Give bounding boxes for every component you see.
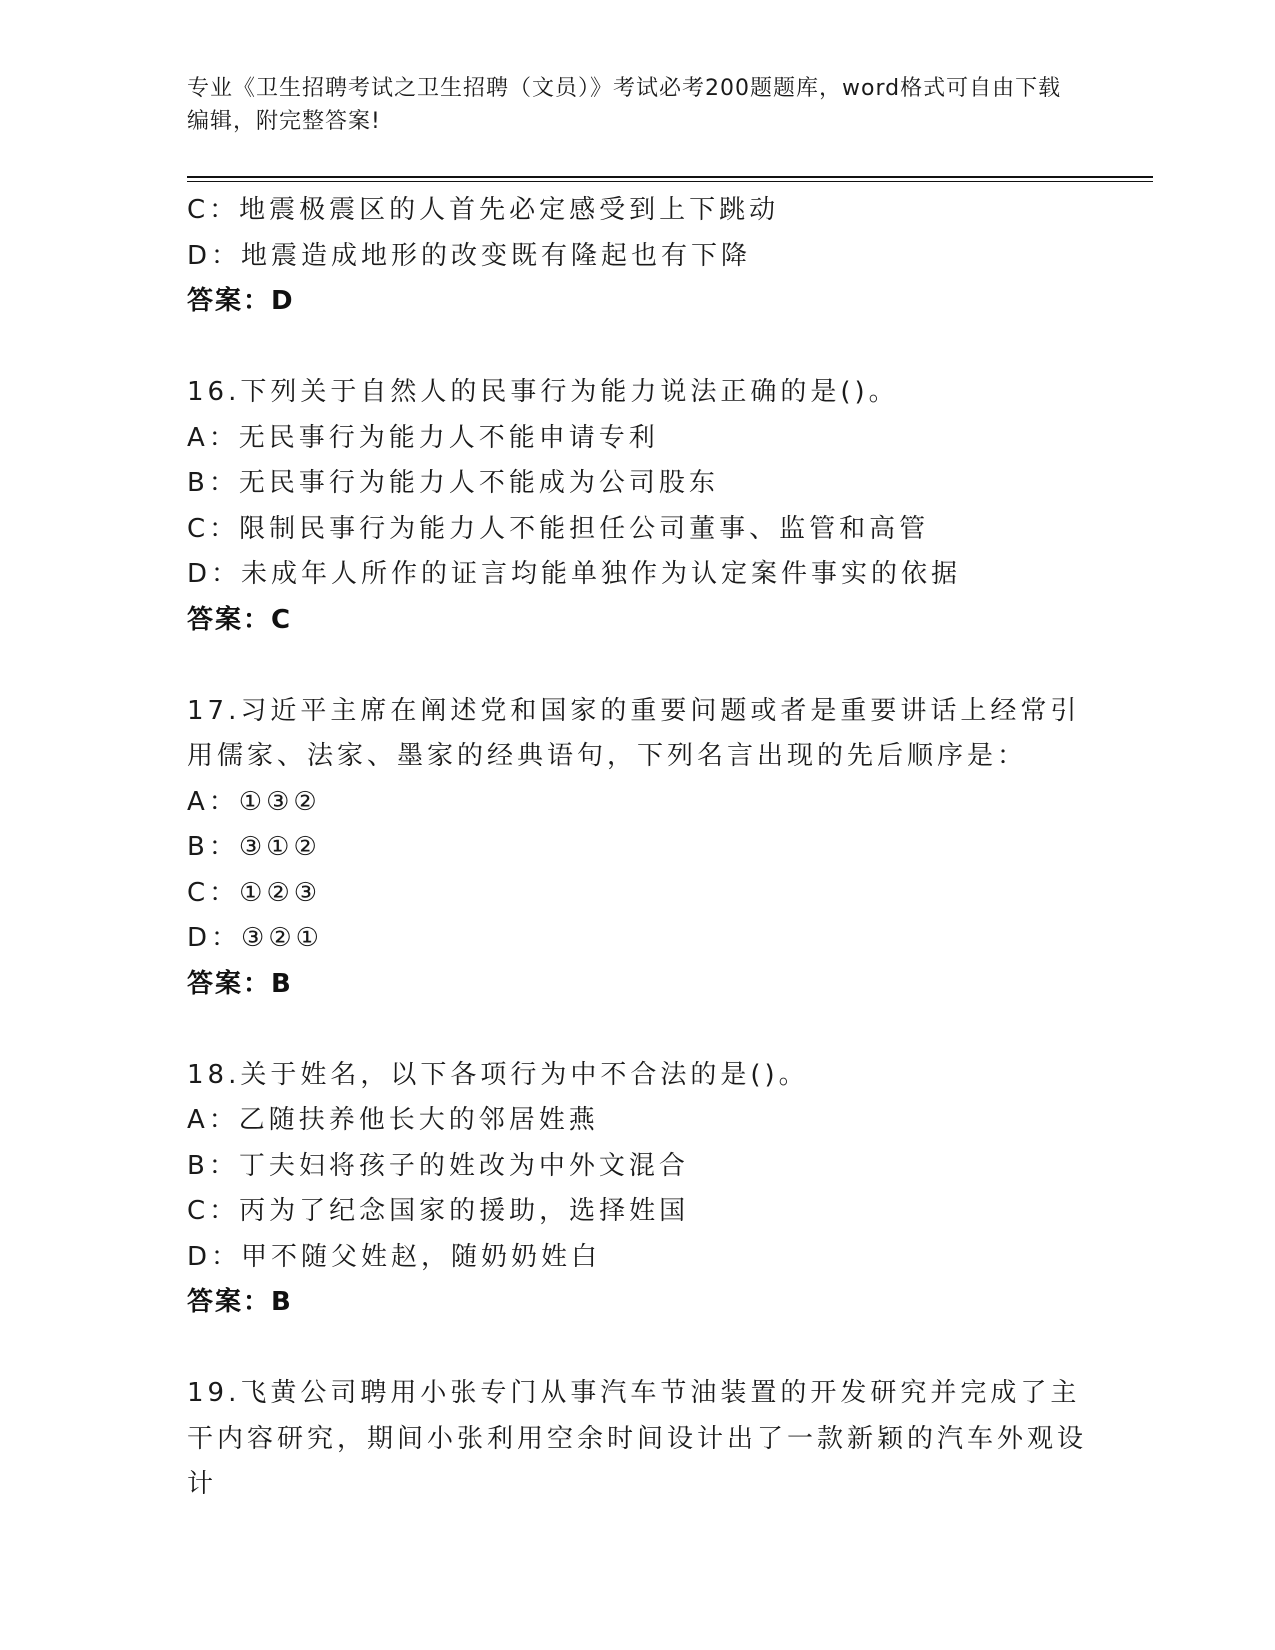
option-b: B：丁夫妇将孩子的姓改为中外文混合 (187, 1150, 689, 1181)
question-block-continued (187, 188, 1087, 325)
question-stem: 19.飞黄公司聘用小张专门从事汽车节油装置的开发研究并完成了主干内容研究，期间小张利用空余时间设计出了一款新颖的汽车外观设计 (187, 1378, 1088, 1499)
option-a: A：无民事行为能力人不能申请专利 (187, 422, 659, 453)
spacer (187, 1007, 1087, 1053)
answer-line: 答案：B (187, 1287, 293, 1317)
answer-line: 答案：C (187, 604, 293, 635)
answer-line: 答案：D (187, 286, 295, 316)
option-b: B：无民事行为能力人不能成为公司股东 (187, 468, 719, 498)
option-d: D：地震造成地形的改变既有隆起也有下降 (187, 240, 752, 271)
option-c: C：限制民事行为能力人不能担任公司董事、监管和高管 (187, 513, 930, 544)
option-a: A：①③② (187, 786, 321, 817)
option-d: D：未成年人所作的证言均能单独作为认定案件事实的依据 (187, 559, 962, 589)
option-a: A：乙随扶养他长大的邻居姓燕 (187, 1105, 599, 1135)
option-d: D：③②① (187, 923, 323, 953)
question-stem: 17.习近平主席在阐述党和国家的重要问题或者是重要讲话上经常引用儒家、法家、墨家的经典语句，下列名言出现的先后顺序是： (187, 695, 1081, 771)
option-c: C：丙为了纪念国家的援助，选择姓国 (187, 1196, 690, 1226)
spacer (187, 643, 1087, 689)
option-d: D：甲不随父姓赵，随奶奶姓白 (187, 1241, 602, 1272)
page-header: 专业《卫生招聘考试之卫生招聘（文员）》考试必考200题题库，word格式可自由下载编辑，附完整答案! (187, 76, 1062, 134)
question-block-19 (187, 1371, 1087, 1508)
question-block-18 (187, 1053, 1087, 1326)
option-c: C：①②③ (187, 877, 322, 908)
answer-line: 答案：B (187, 968, 293, 999)
question-stem: 18.关于姓名，以下各项行为中不合法的是()。 (187, 1059, 809, 1090)
option-c: C：地震极震区的人首先必定感受到上下跳动 (187, 195, 780, 225)
option-b: B：③①② (187, 832, 321, 862)
question-block-17 (187, 689, 1087, 1008)
spacer (187, 1326, 1087, 1372)
header-divider-thin (187, 181, 1153, 182)
question-content (187, 188, 1087, 1508)
question-stem: 16.下列关于自然人的民事行为能力说法正确的是()。 (187, 377, 899, 407)
header-divider-thick (187, 176, 1153, 178)
question-block-16 (187, 370, 1087, 643)
spacer (187, 325, 1087, 371)
